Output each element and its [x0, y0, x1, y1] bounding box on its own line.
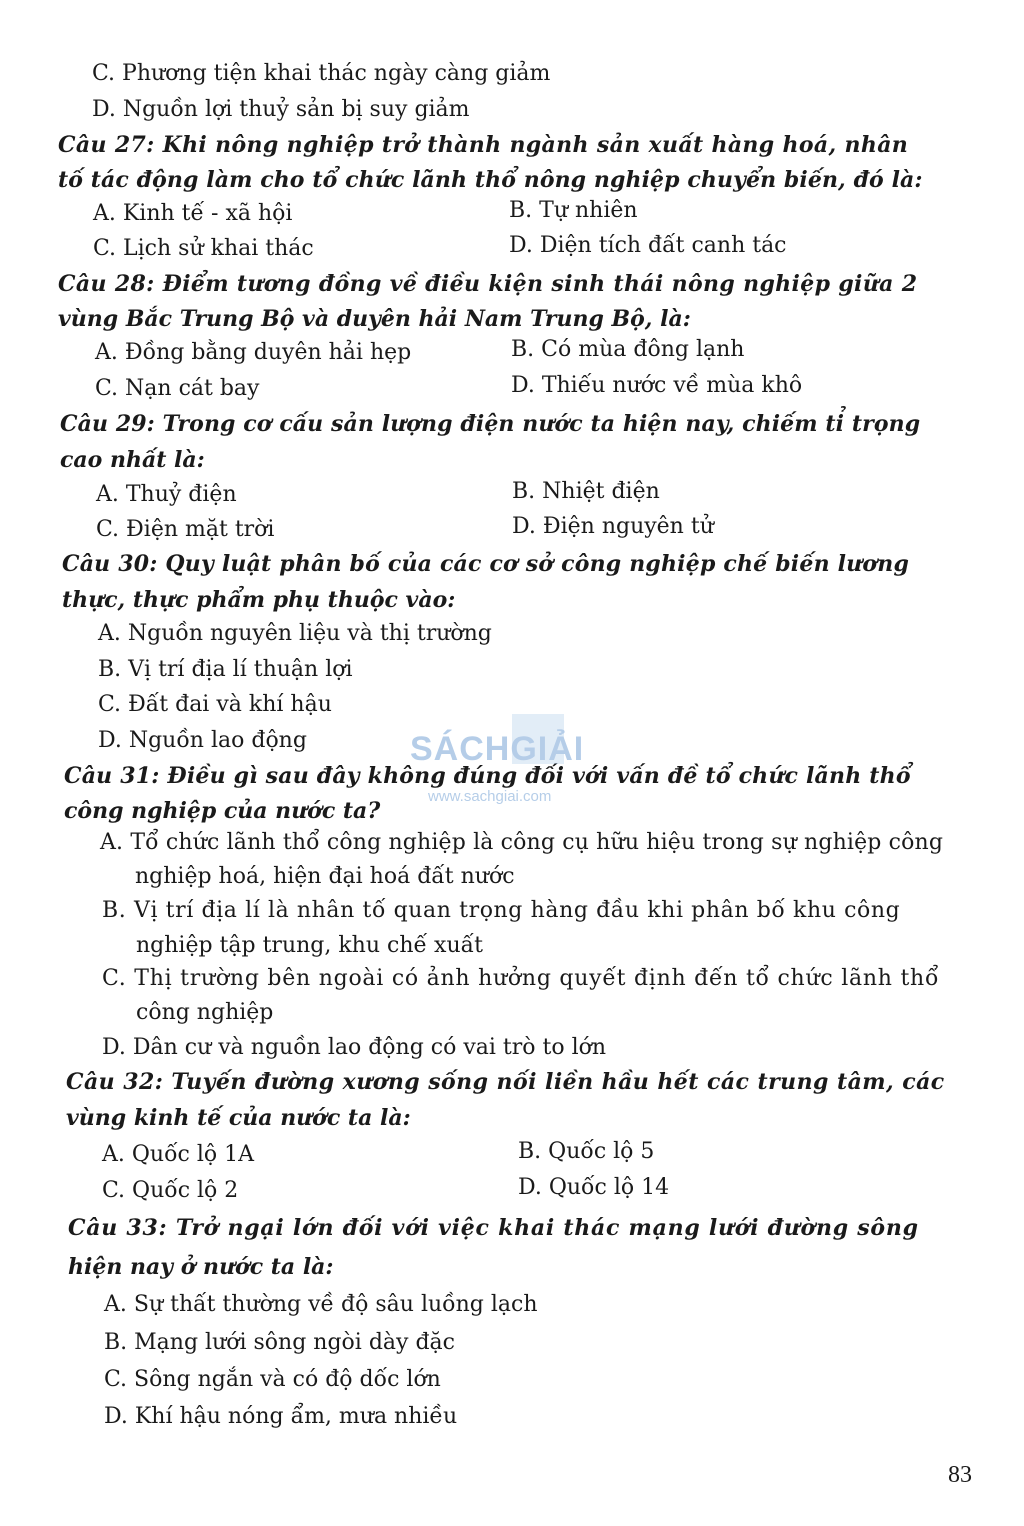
option-a: A. Đồng bằng duyên hải hẹp [95, 340, 412, 365]
option-b: B. Tự nhiên [509, 198, 638, 223]
option-d: D. Khí hậu nóng ẩm, mưa nhiều [104, 1404, 458, 1429]
option-a: A. Nguồn nguyên liệu và thị trường [98, 621, 492, 646]
page-number: 83 [948, 1462, 972, 1488]
option-c: C. Nạn cát bay [95, 376, 260, 401]
question-32-text: vùng kinh tế của nước ta là: [66, 1105, 411, 1131]
option-d: D. Quốc lộ 14 [518, 1175, 670, 1200]
option-c: C. Thị trường bên ngoài có ảnh hưởng quyết định đến tổ chức lãnh thổ [102, 966, 940, 991]
option-b: B. Vị trí địa lí thuận lợi [98, 657, 353, 682]
question-33-text: hiện nay ở nước ta là: [68, 1254, 334, 1280]
sachgiai-watermark [410, 712, 625, 812]
question-28-text: Câu 28: Điểm tương đồng về điều kiện sinh thái nông nghiệp giữa 2 [58, 271, 918, 297]
option-d: D. Thiếu nước về mùa khô [511, 373, 803, 398]
question-32-text: Câu 32: Tuyến đường xương sống nối liền hầu hết các trung tâm, các [66, 1069, 945, 1095]
option-b: B. Có mùa đông lạnh [511, 337, 745, 362]
option-a: A. Sự thất thường về độ sâu luồng lạch [104, 1292, 538, 1317]
option-a: A. Quốc lộ 1A [102, 1142, 255, 1167]
option-c: C. Đất đai và khí hậu [98, 692, 332, 717]
option-a: A. Tổ chức lãnh thổ công nghiệp là công cụ hữu hiệu trong sự nghiệp công [100, 830, 944, 855]
question-29-text: Câu 29: Trong cơ cấu sản lượng điện nước ta hiện nay, chiếm tỉ trọng [60, 411, 921, 437]
question-33-text: Câu 33: Trở ngại lớn đối với việc khai thác mạng lưới đường sông [68, 1215, 919, 1241]
option-b: B. Vị trí địa lí là nhân tố quan trọng hàng đầu khi phân bố khu công [102, 898, 901, 923]
option-b-continued: nghiệp tập trung, khu chế xuất [136, 933, 483, 958]
question-30-text: thực, thực phẩm phụ thuộc vào: [62, 587, 456, 613]
question-31-text: Câu 31: Điều gì sau đây không đúng đối với vấn đề tổ chức lãnh thổ [64, 763, 911, 789]
option-b: B. Mạng lưới sông ngòi dày đặc [104, 1330, 455, 1355]
watermark-url: www.sachgiai.com [428, 788, 552, 805]
question-28-text: vùng Bắc Trung Bộ và duyên hải Nam Trung Bộ, là: [58, 306, 691, 332]
option-c: C. Sông ngắn và có độ dốc lớn [104, 1367, 441, 1392]
option-c: C. Quốc lộ 2 [102, 1178, 239, 1203]
option-c: C. Điện mặt trời [96, 517, 275, 542]
question-29-text: cao nhất là: [60, 447, 205, 473]
option-d: D. Diện tích đất canh tác [509, 233, 787, 258]
option-b: B. Quốc lộ 5 [518, 1139, 655, 1164]
option-a: A. Thuỷ điện [96, 482, 237, 507]
option-line: C. Phương tiện khai thác ngày càng giảm [92, 61, 551, 86]
option-line: D. Nguồn lợi thuỷ sản bị suy giảm [92, 97, 470, 122]
option-c: C. Lịch sử khai thác [93, 236, 314, 261]
option-a: A. Kinh tế - xã hội [93, 201, 293, 226]
option-d: D. Dân cư và nguồn lao động có vai trò to lớn [102, 1035, 607, 1060]
watermark-logo-text: SÁCHGIẢI [410, 730, 585, 768]
question-30-text: Câu 30: Quy luật phân bố của các cơ sở công nghiệp chế biến lương [62, 551, 910, 577]
option-a-continued: nghiệp hoá, hiện đại hoá đất nước [135, 864, 515, 889]
option-d: D. Điện nguyên tử [512, 514, 714, 539]
option-b: B. Nhiệt điện [512, 479, 660, 504]
option-c-continued: công nghiệp [136, 1000, 274, 1025]
question-31-text: công nghiệp của nước ta? [64, 798, 381, 824]
question-27-text: Câu 27: Khi nông nghiệp trở thành ngành sản xuất hàng hoá, nhân [58, 132, 909, 158]
option-d: D. Nguồn lao động [98, 728, 307, 753]
question-27-text: tố tác động làm cho tổ chức lãnh thổ nông nghiệp chuyển biến, đó là: [58, 167, 923, 193]
